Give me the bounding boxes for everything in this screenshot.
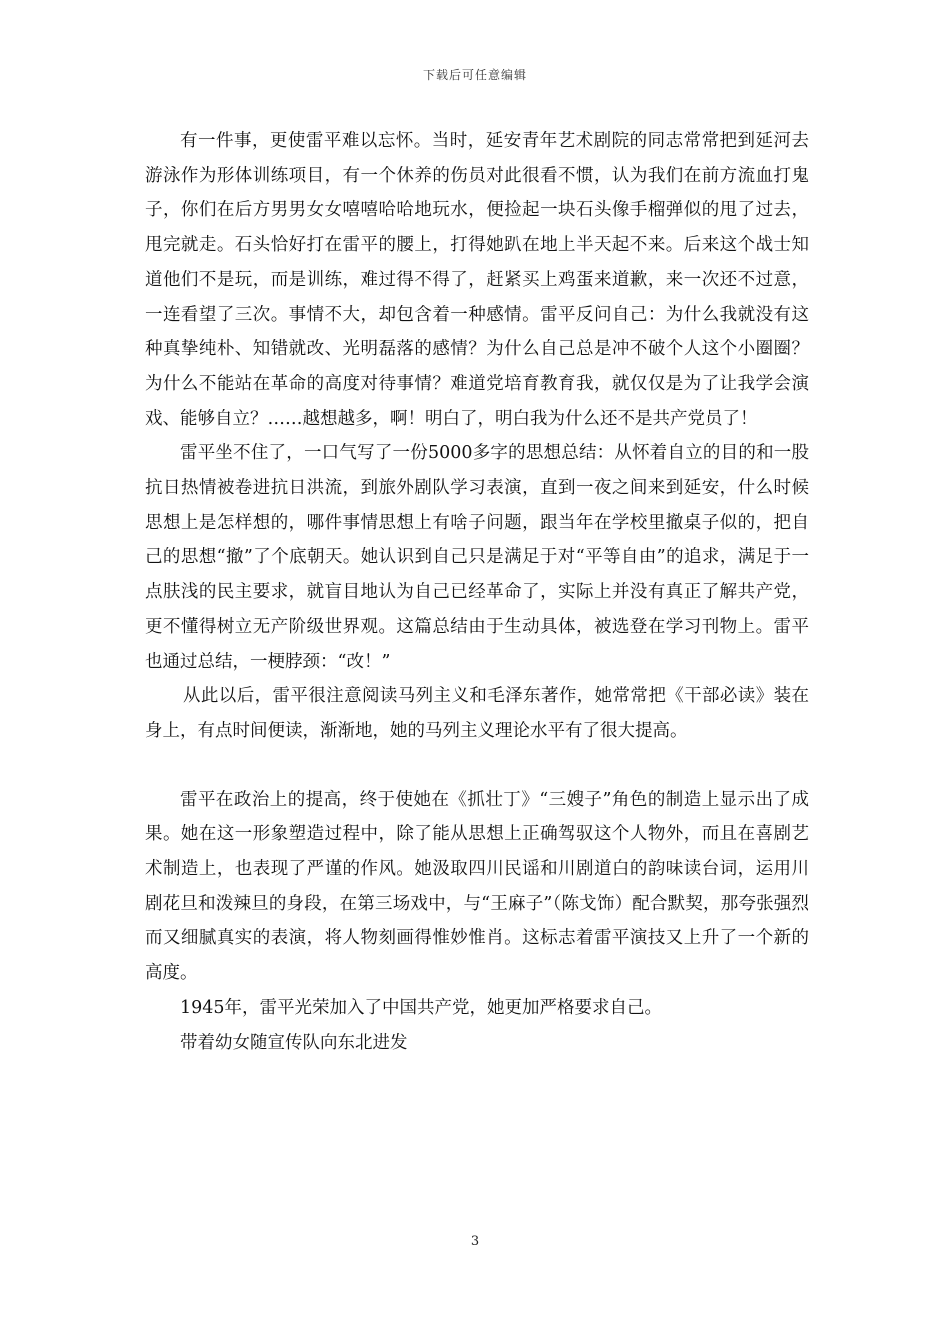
paragraph-acting-achievement: 雷平在政治上的提高，终于使她在《抓壮丁》“三嫂子”角色的制造上显示出了成果。她在这一形象塑造过程中，除了能从思想上正确驾驭这个人物外，而且在喜剧艺术制造上，也表现了严谨的作风。她汲取四川民谣和川剧道白的韵味读台词，运用川剧花旦和泼辣旦的身段，在第三场戏中，与“王麻子”（陈戈饰）配合默契，那夸张强烈而又细腻真实的表演，将人物刻画得惟妙惟肖。这标志着雷平演技又上升了一个新的高度。	[145, 789, 809, 984]
paragraph-joined-party: 1945年，雷平光荣加入了中国共产党，她更加严格要求自己。	[180, 997, 663, 1018]
document-body	[145, 124, 809, 1060]
paragraph-gap	[145, 749, 809, 783]
paragraph-thought-summary: 雷平坐不住了，一口气写了一份5000多字的思想总结：从怀着自立的目的和一股抗日热情被卷进抗日洪流，到旅外剧队学习表演，直到一夜之间来到延安，什么时候思想上是怎样想的，哪件事情思想上有啥子问题，跟当年在学校里撤桌子似的，把自己的思想“撤”了个底朝天。她认识到自己只是满足于对“平等自由”的追求，满足于一点肤浅的民主要求，就盲目地认为自己已经革命了，实际上并没有真正了解共产党，更不懂得树立无产阶级世界观。这篇总结由于生动具体，被选登在学习刊物上。雷平也通过总结，一梗脖颈：“改！”	[145, 443, 809, 672]
section-heading-northeast: 带着幼女随宣传队向东北进发	[180, 1032, 408, 1053]
paragraph-yanhe-incident: 有一件事，更使雷平难以忘怀。当时，延安青年艺术剧院的同志常常把到延河去游泳作为形体训练项目，有一个休养的伤员对此很看不惯，认为我们在前方流血打鬼子，你们在后方男男女女嘻嘻哈哈地玩水，便捡起一块石头像手榴弹似的甩了过去，甩完就走。石头恰好打在雷平的腰上，打得她趴在地上半天起不来。后来这个战士知道他们不是玩，而是训练，难过得不得了，赶紧买上鸡蛋来道歉，来一次还不过意，一连看望了三次。事情不大，却包含着一种感情。雷平反问自己：为什么我就没有这种真挚纯朴、知错就改、光明磊落的感情？为什么自己总是冲不破个人这个小圈圈？为什么不能站在革命的高度对待事情？难道党培育教育我，就仅仅是为了让我学会演戏、能够自立？……越想越多，啊！明白了，明白我为什么还不是共产党员了！	[145, 131, 809, 429]
page-header: 下载后可任意编辑	[422, 68, 527, 82]
page-number: 3	[470, 1234, 480, 1249]
paragraph-reading-marxism: 从此以后，雷平很注意阅读马列主义和毛泽东著作，她常常把《干部必读》装在身上，有点时间便读，渐渐地，她的马列主义理论水平有了很大提高。	[145, 686, 809, 741]
